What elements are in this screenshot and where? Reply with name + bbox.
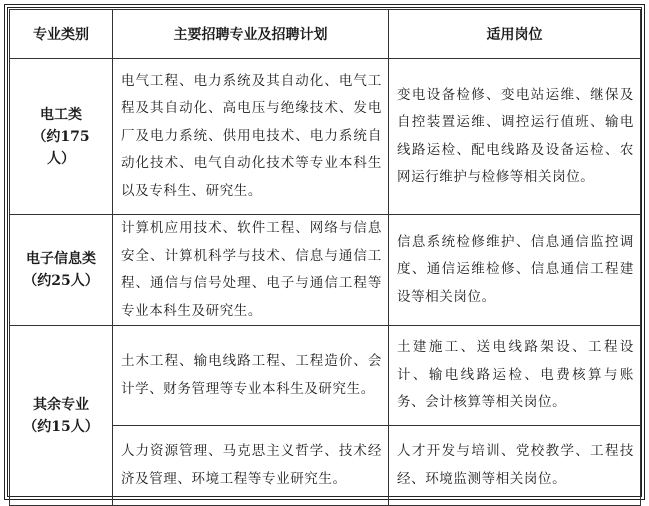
category-count: （约25人）	[23, 273, 99, 289]
category-cell	[10, 215, 113, 326]
table-frame	[4, 4, 645, 500]
recruitment-table	[9, 9, 641, 506]
category-count: （约15人）	[23, 418, 99, 435]
header-category: 专业类别	[10, 10, 113, 59]
header-majors: 主要招聘专业及招聘计划	[113, 10, 389, 59]
table-row	[10, 326, 641, 426]
category-count: （约175	[32, 128, 90, 145]
positions-cell: 信息系统检修维护、信息通信监控调度、通信运维检修、信息通信工程建设等相关岗位。	[389, 215, 641, 326]
header-row	[10, 10, 641, 59]
category-cell	[10, 59, 113, 215]
category-cell	[10, 326, 113, 506]
header-positions: 适用岗位	[389, 10, 641, 59]
positions-cell: 变电设备检修、变电站运维、继保及自控装置运维、调控运行值班、输电线路运检、配电线路及设备运检、农网运行维护与检修等相关岗位。	[389, 59, 641, 215]
category-label: 电子信息类	[26, 251, 96, 267]
table-row	[10, 59, 641, 215]
majors-cell: 电气工程、电力系统及其自动化、电气工程及其自动化、高电压与绝缘技术、发电厂及电力系统、供用电技术、电力系统自动化技术、电气自动化技术等专业本科生以及专科生、研究生。	[113, 59, 389, 215]
category-label: 其余专业	[33, 396, 89, 413]
majors-cell: 计算机应用技术、软件工程、网络与信息安全、计算机科学与技术、信息与通信工程、通信与信号处理、电子与通信工程等专业本科生及研究生。	[113, 215, 389, 326]
category-count-tail: 人）	[47, 150, 75, 167]
majors-cell: 土木工程、输电线路工程、工程造价、会计学、财务管理等专业本科生及研究生。	[113, 326, 389, 426]
table-row	[10, 215, 641, 326]
positions-cell: 人才开发与培训、党校教学、工程技经、环境监测等相关岗位。	[389, 426, 641, 506]
positions-cell: 土建施工、送电线路架设、工程设计、输电线路运检、电费核算与账务、会计核算等相关岗位。	[389, 326, 641, 426]
category-label: 电工类	[40, 106, 82, 123]
majors-cell: 人力资源管理、马克思主义哲学、技术经济及管理、环境工程等专业研究生。	[113, 426, 389, 506]
